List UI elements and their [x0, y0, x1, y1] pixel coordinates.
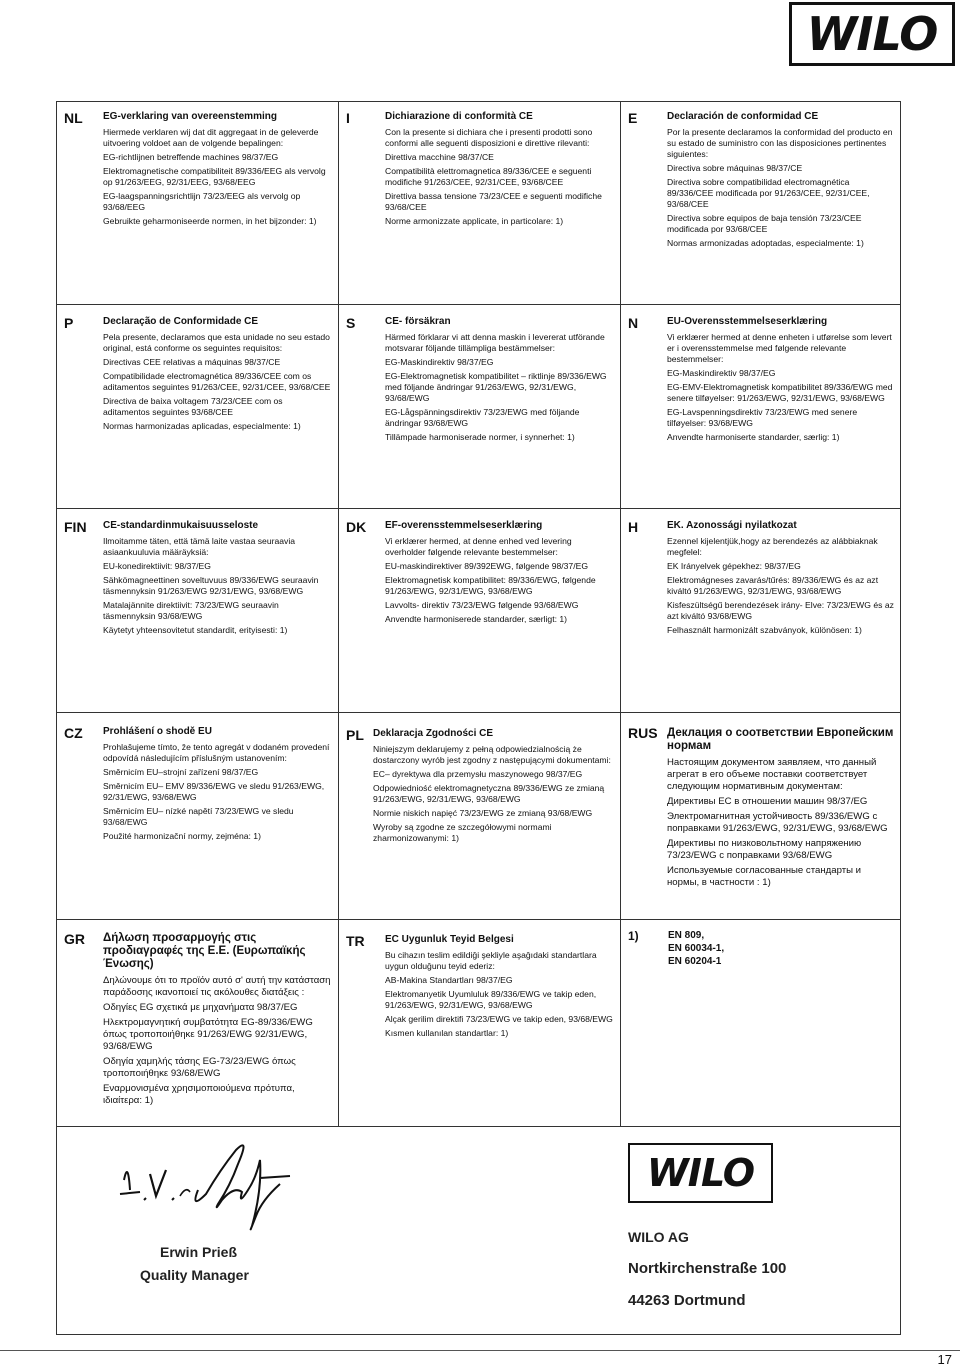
section-text: Gebruikte geharmoniseerde normen, in het bijzonder: 1) — [103, 216, 317, 226]
section-text: Con la presente si dichiara che i presenti prodotti sono conformi alle seguenti disposizioni e direttive rilevanti: — [385, 127, 593, 148]
lang-code-h: H — [628, 519, 639, 535]
section-title: Declaração de Conformidade CE — [103, 316, 259, 327]
company-logo — [628, 1143, 773, 1203]
wilo-logo-text: WILO — [806, 7, 938, 61]
section-s — [385, 316, 613, 446]
section-text: Директивы ЕС в отношении машин 98/37/EG — [667, 796, 868, 807]
lang-code-s: S — [346, 315, 356, 331]
section-text: Anvendte harmoniserede standarder, særligt: 1) — [385, 614, 567, 624]
section-e — [667, 111, 895, 252]
section-text: Directivas CEE relativas a máquinas 98/37/CE — [103, 357, 281, 367]
section-text: EU-maskindirektiver 89/392EWG, følgende 98/37/EG — [385, 561, 588, 571]
section-title: Δήλωση προσαρμογής στις προδιαγραφές της Ε.Ε. (Ευρωπαϊκής Ένωσης) — [103, 932, 306, 970]
section-text: Οδηγίες EG σχετικά με μηχανήματα 98/37/EG — [103, 1002, 298, 1013]
lang-code-dk: DK — [346, 519, 367, 535]
section-title: EK. Azonossági nyilatkozat — [667, 520, 797, 531]
section-text: Anvendte harmoniserte standarder, særlig: 1) — [667, 432, 840, 442]
section-text: Directiva sobre equipos de baja tensión 73/23/CEE modificada por 93/68/CEE — [667, 213, 862, 234]
section-tr — [385, 934, 613, 1042]
section-text: Normie niskich napięć 73/23/EWG ze zmianą 93/68/EWG — [373, 808, 593, 818]
section-text: Odpowiedniość elektromagnetyczna 89/336/EWG ze zmianą 91/263/EWG, 92/31/EWG, 93/68/EWG — [373, 783, 605, 804]
column-divider — [620, 101, 621, 1126]
row-divider — [56, 508, 901, 509]
section-text: Elektromagnetisk kompatibilitet: 89/336/EWG, følgende 91/263/EWG, 92/31/EWG, 93/68/EWG — [385, 575, 596, 596]
signatory-role: Quality Manager — [140, 1267, 249, 1283]
section-text: Используемые согласованные стандарты и нормы, в частности : 1) — [667, 865, 862, 888]
row-divider — [56, 304, 901, 305]
section-text: Kısmen kullanılan standartlar: 1) — [385, 1028, 509, 1038]
company-street: Nortkirchenstraße 100 — [628, 1260, 787, 1277]
section-text: Vi erklærer hermed, at denne enhed ved levering overholder følgende relevante bestemmelser: — [385, 536, 572, 557]
section-h — [667, 520, 895, 639]
section-text: EG-Maskindirektiv 98/37/EG — [667, 368, 776, 378]
section-title: Deklaracja Zgodności CE — [373, 728, 494, 739]
section-text: EU-konedirektiivit: 98/37/EG — [103, 561, 211, 571]
section-title: EG-verklaring van overeenstemming — [103, 111, 277, 122]
section-title: Dichiarazione di conformità CE — [385, 111, 533, 122]
section-text: Ηλεκτρομαγνητική συμβατότητα EG-89/336/EWG όπως τροποποιήθηκε 91/263/EWG 92/31/EWG, 93/68/EWG — [103, 1017, 313, 1052]
section-text: Εναρμονισμένα χρησιμοποιούμενα πρότυπα, ιδιαίτερα: 1) — [103, 1083, 295, 1106]
lang-code-i: I — [346, 110, 350, 126]
footer-rule — [0, 1350, 960, 1351]
section-text: Настоящим документом заявляем, что данный агрегат в его объеме поставки соответствует следующим нормативным документам: — [667, 757, 877, 792]
section-text: Prohlašujeme tímto, že tento agregát v dodaném provedení odpovídá následujícím příslušným ustanovením: — [103, 742, 330, 763]
section-text: Použité harmonizační normy, zejména: 1) — [103, 831, 261, 841]
footnote-marker: 1) — [628, 929, 639, 943]
section-title: CE- försäkran — [385, 316, 451, 327]
section-text: Электромагнитная устойчивость 89/336/EWG с поправками 91/263/EWG, 92/31/EWG, 93/68/EWG — [667, 811, 888, 834]
section-n — [667, 316, 895, 446]
lang-code-e: E — [628, 110, 638, 126]
lang-code-n: N — [628, 315, 639, 331]
section-text: Alçak gerilim direktifi 73/23/EWG ve takip eden, 93/68/EWG — [385, 1014, 613, 1024]
section-text: EG-Maskindirektiv 98/37/EG — [385, 357, 494, 367]
lang-code-tr: TR — [346, 933, 365, 949]
section-title: Prohlášení o shodě EU — [103, 726, 212, 737]
section-title: Деклация о соответствии Европейским нормам — [667, 727, 894, 752]
lang-code-gr: GR — [64, 931, 85, 947]
section-text: Normas armonizadas adoptadas, especialmente: 1) — [667, 238, 864, 248]
section-pl — [373, 728, 613, 847]
lang-code-p: P — [64, 315, 74, 331]
section-text: Wyroby są zgodne ze szczegółowymi normami zharmonizowanymi: 1) — [373, 822, 552, 843]
section-text: EC– dyrektywa dla przemysłu maszynowego 98/37/EG — [373, 769, 583, 779]
footnote-standards — [668, 929, 724, 968]
lang-code-cz: CZ — [64, 725, 83, 741]
section-text: Směrnicím EU–strojní zařízení 98/37/EG — [103, 767, 259, 777]
footnote-line: EN 809, — [668, 930, 705, 941]
section-text: Pela presente, declaramos que esta unidade no seu estado original, está conforme os seguintes requisitos: — [103, 332, 330, 353]
section-text: Bu cihazın teslim edildiği şekliyle aşağıdaki standartlara uygun olduğunu teyid ederiz: — [385, 950, 597, 971]
section-text: Elektromanyetik Uyumluluk 89/336/EWG ve takip eden, 91/263/EWG, 92/31/EWG, 93/68/EWG — [385, 989, 597, 1010]
section-text: Felhasznált harmonizált szabványok, különösen: 1) — [667, 625, 862, 635]
company-logo-text: WILO — [646, 1151, 755, 1195]
section-text: Směrnicím EU– nízké napětí 73/23/EWG ve sledu 93/68/EWG — [103, 806, 294, 827]
section-text: EG-Lågspänningsdirektiv 73/23/EWG med följande ändringar 93/68/EWG — [385, 407, 580, 428]
section-text: EG-EMV-Elektromagnetisk kompatibilitet 89/336/EWG med senere tilføyelser: 91/263/EWG, 92/31/EWG, 93/68/EWG — [667, 382, 893, 403]
section-text: Hiermede verklaren wij dat dit aggregaat in de geleverde uitvoering voldoet aan de volgende bepalingen: — [103, 127, 319, 148]
section-text: Direttiva macchine 98/37/CE — [385, 152, 494, 162]
section-text: Normas harmonizadas aplicadas, especialmente: 1) — [103, 421, 301, 431]
section-text: EK Irányelvek gépekhez: 98/37/EG — [667, 561, 801, 571]
section-title: EC Uygunluk Teyid Belgesi — [385, 934, 514, 945]
section-text: Tillämpade harmoniserade normer, i synnerhet: 1) — [385, 432, 575, 442]
row-divider — [56, 712, 901, 713]
section-text: Käytetyt yhteensovitetut standardit, erityisesti: 1) — [103, 625, 288, 635]
section-fin — [103, 520, 331, 639]
section-title: CE-standardinmukaisuusseloste — [103, 520, 259, 531]
row-divider — [56, 1126, 901, 1127]
section-text: Directiva sobre máquinas 98/37/CE — [667, 163, 803, 173]
lang-code-fin: FIN — [64, 519, 87, 535]
section-text: Härmed förklarar vi att denna maskin i levererat utförande motsvarar följande tillämpliga bestämmelser: — [385, 332, 605, 353]
section-text: Directiva sobre compatibilidad electromagnética 89/336/CEE modificada por 91/263/CEE, 92/31/CEE, 93/68/CEE — [667, 177, 870, 209]
signature-image — [110, 1130, 300, 1240]
section-text: Niniejszym deklarujemy z pełną odpowiedzialnością że dostarczony wyrób jest zgodny z następującymi dokumentami: — [373, 744, 611, 765]
section-p — [103, 316, 331, 435]
section-text: EG-Elektromagnetisk kompatibilitet – riktlinje 89/336/EWG med följande ändringar 91/263/EWG, 92/31/EWG, 93/68/EWG — [385, 371, 607, 403]
section-text: Elektromágneses zavarás/tűrés: 89/336/EWG és az azt kiváltó 91/263/EWG, 92/31/EWG, 93/68/EWG — [667, 575, 879, 596]
page-number: 17 — [937, 1352, 952, 1367]
section-text: Lavvolts- direktiv 73/23/EWG følgende 93/68/EWG — [385, 600, 579, 610]
lang-code-nl: NL — [64, 110, 83, 126]
section-gr — [103, 932, 331, 1110]
section-text: Směrnicím EU– EMV 89/336/EWG ve sledu 91/263/EWG, 92/31/EWG, 93/68/EWG — [103, 781, 325, 802]
company-city: 44263 Dortmund — [628, 1292, 746, 1309]
company-name: WILO AG — [628, 1229, 689, 1245]
section-text: Elektromagnetische compatibiliteit 89/336/EEG als vervolg op 91/263/EEG, 92/31/EEG, 93/68/EEG — [103, 166, 326, 187]
section-text: Kisfeszültségű berendezések irány- Elve: 73/23/EWG és az azt kiváltó 93/68/EWG — [667, 600, 894, 621]
section-text: Directiva de baixa voltagem 73/23/CEE com os aditamentos seguintes 93/68/CEE — [103, 396, 283, 417]
section-text: EG-richtlijnen betreffende machines 98/37/EG — [103, 152, 279, 162]
section-rus — [667, 727, 895, 892]
signatory-name: Erwin Prieß — [160, 1244, 238, 1260]
section-text: Ilmoitamme täten, että tämä laite vastaa seuraavia asiaankuuluvia määräyksiä: — [103, 536, 296, 557]
footnote-line: EN 60204-1 — [668, 956, 722, 967]
lang-code-pl: PL — [346, 727, 364, 743]
section-text: EG-laagspanningsrichtlijn 73/23/EEG als vervolg op 93/68/EEG — [103, 191, 301, 212]
section-text: Compatibilità elettromagnetica 89/336/CEE e seguenti modifiche 91/263/CEE, 92/31/CEE, 93/68/CEE — [385, 166, 592, 187]
section-text: Matalajännite direktiivit: 73/23/EWG seuraavin täsmennyksin 93/68/EWG — [103, 600, 279, 621]
section-title: EU-Overensstemmelseserklæring — [667, 316, 828, 327]
section-text: Sähkömagneettinen soveltuvuus 89/336/EWG seuraavin täsmennyksin 91/263/EWG 92/31/EWG, 93/68/EWG — [103, 575, 319, 596]
section-dk — [385, 520, 613, 628]
section-text: Ezennel kijelentjük,hogy az berendezés az alábbiaknak megfelel: — [667, 536, 878, 557]
section-title: Declaración de conformidad CE — [667, 111, 819, 122]
footnote-line: EN 60034-1, — [668, 943, 725, 954]
section-text: Por la presente declaramos la conformidad del producto en su estado de suministro con las disposiciones pertinentes siguientes: — [667, 127, 893, 159]
section-nl — [103, 111, 331, 230]
wilo-logo — [789, 2, 955, 66]
section-text: Direttiva bassa tensione 73/23/CEE e seguenti modifiche 93/68/CEE — [385, 191, 602, 212]
section-title: EF-overensstemmelseserklæring — [385, 520, 543, 531]
section-text: Compatibilidade electromagnética 89/336/CEE com os aditamentos seguintes 91/263/CEE, 92/31/CEE, 93/68/CEE — [103, 371, 331, 392]
section-text: Vi erklærer hermed at denne enheten i utførelse som levert er i overensstemmelse med følgende relevante bestemmelser: — [667, 332, 892, 364]
section-text: Δηλώνουμε ότι το προϊόν αυτό σ' αυτή την κατάσταση παράδοσης ικανοποιεί τις ακόλουθες διατάξεις : — [103, 975, 331, 998]
section-text: Директивы по низковольтному напряжению 73/23/EWG с поправками 93/68/EWG — [667, 838, 862, 861]
section-text: Norme armonizzate applicate, in particolare: 1) — [385, 216, 564, 226]
column-divider — [338, 101, 339, 1126]
section-cz — [103, 726, 331, 845]
section-i — [385, 111, 613, 230]
row-divider — [56, 919, 901, 920]
section-text: AB-Makina Standartları 98/37/EG — [385, 975, 513, 985]
section-text: EG-Lavspenningsdirektiv 73/23/EWG med senere tilføyelser: 93/68/EWG — [667, 407, 858, 428]
section-text: Οδηγία χαμηλής τάσης EG-73/23/EWG όπως τροποποιήθηκε 93/68/EWG — [103, 1056, 296, 1079]
lang-code-rus: RUS — [628, 725, 658, 741]
